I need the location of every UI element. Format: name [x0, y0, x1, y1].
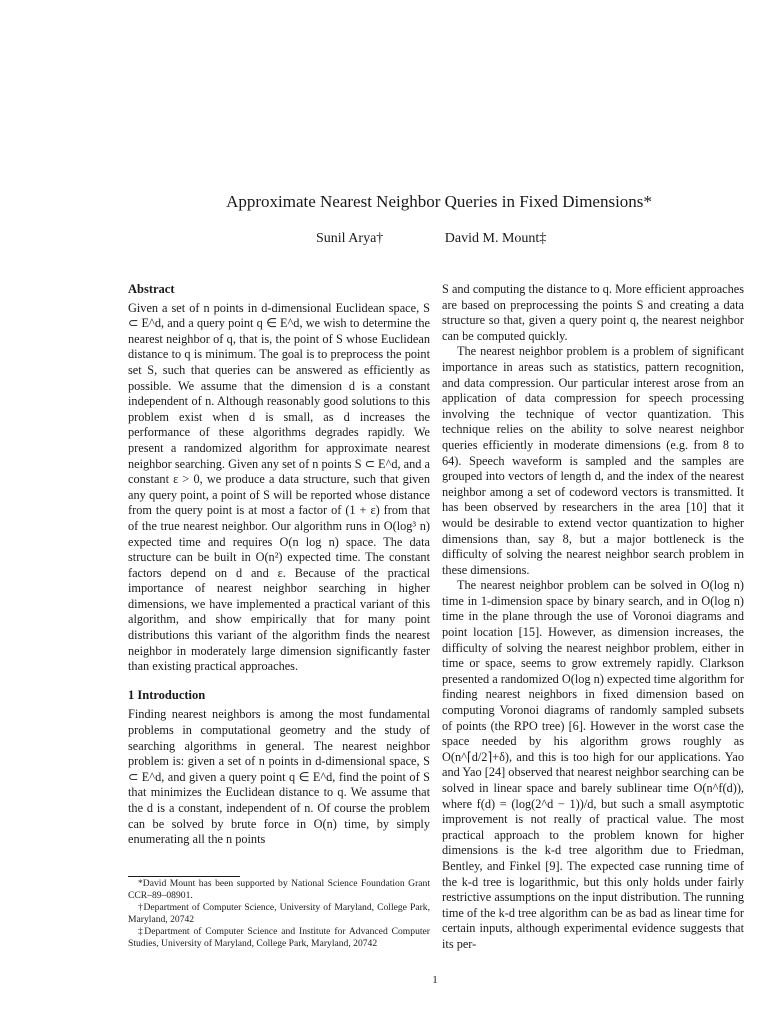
author-name: David M. Mount‡ — [444, 231, 547, 246]
introduction-heading: 1 Introduction — [128, 687, 206, 702]
footnote: †Department of Computer Science, University of Maryland, College Park, Maryland, 20742 — [128, 902, 430, 925]
page-number: 1 — [432, 974, 438, 986]
footnote: *David Mount has been supported by National Science Foundation Grant CCR–89–08901. — [128, 878, 430, 901]
footnote-rule — [128, 876, 240, 877]
body-paragraph: The nearest neighbor problem can be solved in O(log n) time in 1-dimension space by binary search, and in O(log n) time in the plane through the use of Voronoi diagrams and point location [15]. However, as dimension increases, the difficulty of solving the nearest neighbor problem, either in time or space, seems to grow extremely rapidly. Clarkson presented a randomized O(log n) expected time algorithm for finding nearest neighbors in fixed dimension based on computing Voronoi diagrams of randomly sampled subsets of points (the RPO tree) [6]. However in the worst case the space needed by his algorithm grows roughly as O(n^⌈d/2⌉+δ), and this is too high for our applications. Yao and Yao [24] observed that nearest neighbor searching can be solved in linear space and barely sublinear time O(n^f(d)), where f(d) = (log(2^d − 1))/d, but such a small asymptotic improvement is not really of practical value. The most practical approach to the problem known for higher dimensions is the k-d tree algorithm due to Friedman, Bentley, and Finkel [9]. The expected case running time of the k-d tree is logarithmic, but this only holds under fairly restrictive assumptions on the input distribution. The running time of the k-d tree algorithm can be as bad as linear time for certain inputs, although experimental evidence suggests that its per- — [442, 578, 744, 951]
body-paragraph: The nearest neighbor problem is a problem of significant importance in areas such as statistics, pattern recognition, and data compression. Our particular interest arose from an application of data compression for speech processing involving the technique of vector quantization. This technique relies on the ability to solve nearest neighbor queries efficiently in moderate dimensions (e.g. from 8 to 64). Speech waveform is sampled and the samples are grouped into vectors of length d, and the index of the nearest neighbor among a set of codeword vectors is transmitted. It has been observed by researchers in the area [10] that it would be desirable to extend vector quantization to higher dimensions than, say 8, but a major bottleneck is the difficulty of solving the nearest neighbor search problem in these dimensions. — [442, 344, 744, 577]
paper-title: Approximate Nearest Neighbor Queries in Fixed Dimensions* — [226, 192, 652, 211]
footnote: ‡Department of Computer Science and Institute for Advanced Computer Studies, University of Maryland, College Park, Maryland, 20742 — [128, 926, 430, 949]
abstract-text: Given a set of n points in d-dimensional Euclidean space, S ⊂ E^d, and a query point q ∈ E^d, we wish to determine the nearest neighbor of q, that is, the point of S whose Euclidean distance to q is minimum. The goal is to preprocess the point set S, such that queries can be answered as efficiently as possible. We assume that the dimension d is a constant independent of n. Although reasonably good solutions to this problem exist when d is small, as d increases the performance of these algorithms degrades rapidly. We present a randomized algorithm for approximate nearest neighbor searching. Given any set of n points S ⊂ E^d, and a constant ε > 0, we produce a data structure, such that given any query point, a point of S will be reported whose distance from the query point is at most a factor of (1 + ε) from that of the true nearest neighbor. Our algorithm runs in O(log³ n) expected time and requires O(n log n) space. The data structure can be built in O(n²) expected time. The constant factors depend on d and ε. Because of the practical importance of nearest neighbor searching in higher dimensions, we have implemented a practical variant of this algorithm, and show empirically that for many point distributions this variant of the algorithm finds the nearest neighbor in moderately large dimension significantly faster than existing practical approaches. — [128, 300, 430, 674]
abstract-heading: Abstract — [128, 282, 175, 296]
author-list — [316, 231, 616, 247]
author-name: Sunil Arya† — [316, 231, 384, 246]
footnotes — [128, 876, 430, 950]
introduction-paragraph: Finding nearest neighbors is among the most fundamental problems in computational geometry and the study of searching algorithms in general. The nearest neighbor problem is: given a set of n points in d-dimensional space, S ⊂ E^d, and given a query point q ∈ E^d, find the point of S that minimizes the Euclidean distance to q. We assume that the d is a constant, independent of n. Of course the problem can be solved by brute force in O(n) time, by simply enumerating all the n points — [128, 707, 430, 847]
right-column — [442, 282, 744, 953]
left-column — [128, 282, 430, 848]
body-paragraph: S and computing the distance to q. More efficient approaches are based on preprocessing the points S and creating a data structure so that, given a query point q, the nearest neighbor can be computed quickly. — [442, 282, 744, 343]
